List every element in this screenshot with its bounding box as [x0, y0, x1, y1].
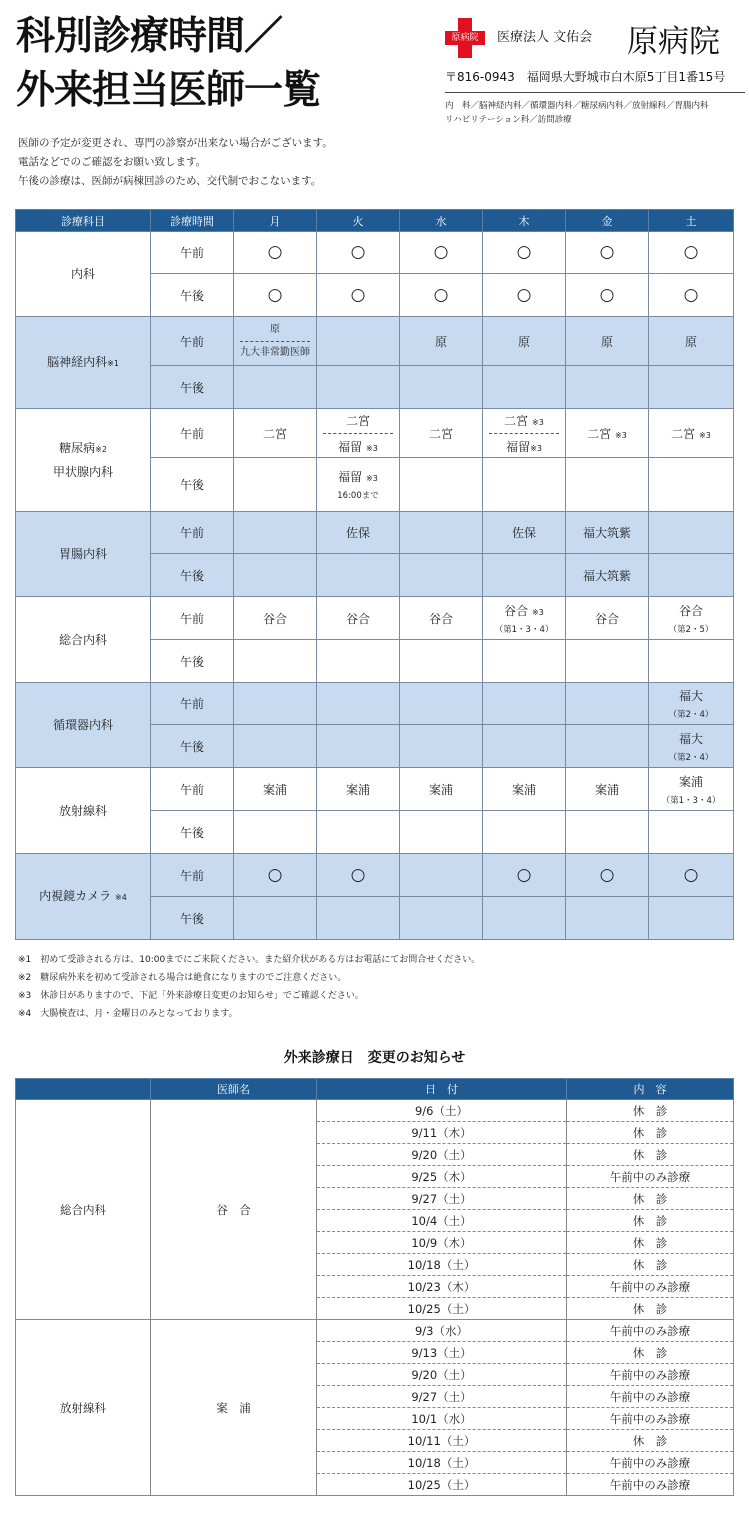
notice-text	[18, 134, 333, 191]
header-time: 診療時間	[151, 210, 234, 232]
dept-naishi	[16, 854, 151, 940]
title-line-1: 科別診療時間／	[16, 14, 283, 59]
hospital-name: 原病院	[627, 24, 720, 60]
doctor-name: 二宮	[262, 426, 287, 441]
time-am: 午前	[151, 683, 234, 725]
dept-ichou: 胃腸内科	[16, 512, 151, 597]
footnote: ※2 糖尿病外来を初めて受診される場合は絶食になりますのでご注意ください。	[18, 973, 347, 983]
cell	[234, 409, 317, 458]
cell	[649, 725, 734, 768]
cell	[649, 366, 734, 409]
cell	[317, 554, 400, 597]
cell	[400, 366, 483, 409]
circle-mark: ○	[350, 864, 366, 885]
note-mark: ※2	[95, 445, 107, 454]
doctor-name: 原	[434, 334, 447, 349]
week-note: （第1・3・4）	[494, 624, 554, 635]
change-date: 9/11（木）	[317, 1122, 567, 1144]
change-date: 9/25（木）	[317, 1166, 567, 1188]
department-list-line-1: 内 科／脳神経内科／循環器内科／糖尿病内科／放射線科／胃腸内科	[445, 101, 709, 111]
change-content: 休 診	[567, 1342, 734, 1364]
change-date: 10/25（土）	[317, 1298, 567, 1320]
change-content: 午前中のみ診療	[567, 1276, 734, 1298]
circle-mark: ○	[516, 242, 532, 262]
circle-mark: ○	[683, 284, 699, 305]
doctor-name: 佐保	[345, 526, 370, 540]
change-content: 午前中のみ診療	[567, 1452, 734, 1474]
cell	[317, 274, 400, 317]
cell	[566, 554, 649, 597]
circle-mark: ○	[433, 242, 449, 262]
doctor-name: 二宮	[345, 413, 370, 428]
change-date: 9/3（水）	[317, 1320, 567, 1342]
time-pm: 午後	[151, 725, 234, 768]
cell	[400, 232, 483, 274]
cell	[317, 232, 400, 274]
doctor-name: 原	[517, 334, 530, 349]
circle-mark: ○	[683, 864, 699, 885]
cell	[649, 409, 734, 458]
cell	[234, 512, 317, 554]
header-sat: 土	[649, 210, 734, 232]
note-mark: ※3	[366, 474, 378, 483]
cell	[317, 897, 400, 940]
cell	[400, 897, 483, 940]
page-title	[16, 10, 320, 118]
footnote: ※4 大腸検査は、月・金曜日のみとなっております。	[18, 1009, 238, 1019]
doctor-name: 原	[600, 334, 613, 349]
time-limit: 16:00まで	[337, 491, 379, 501]
cell	[483, 854, 566, 897]
change-content: 午前中のみ診療	[567, 1474, 734, 1496]
change-date: 10/11（土）	[317, 1430, 567, 1452]
time-am: 午前	[151, 512, 234, 554]
note-mark: ※3	[530, 443, 542, 453]
cell	[400, 458, 483, 512]
week-note: （第1・3・4）	[661, 795, 721, 806]
cell	[566, 409, 649, 458]
cell	[234, 366, 317, 409]
doctor-name: 案浦	[678, 774, 703, 789]
changes-table	[15, 1078, 734, 1496]
cell	[483, 811, 566, 854]
cell	[234, 317, 317, 366]
doctor-name: 谷合	[594, 611, 619, 626]
circle-mark: ○	[516, 284, 532, 305]
corporation-name: 医療法人 文佑会	[497, 30, 593, 45]
cell	[234, 683, 317, 725]
change-date: 9/27（土）	[317, 1386, 567, 1408]
cell	[483, 512, 566, 554]
cell	[566, 597, 649, 640]
change-content: 午前中のみ診療	[567, 1166, 734, 1188]
change-content: 午前中のみ診療	[567, 1364, 734, 1386]
change-content: 休 診	[567, 1210, 734, 1232]
time-pm: 午後	[151, 458, 234, 512]
table-row	[16, 512, 734, 554]
notice-line: 午後の診療は、医師が病棟回診のため、交代制でおこないます。	[18, 175, 322, 187]
cell	[317, 640, 400, 683]
cell	[234, 458, 317, 512]
change-dept: 放射線科	[16, 1320, 151, 1496]
time-am: 午前	[151, 232, 234, 274]
cell	[234, 897, 317, 940]
time-am: 午前	[151, 409, 234, 458]
header-dept	[16, 1079, 151, 1100]
circle-mark: ○	[267, 284, 283, 305]
header-thu: 木	[483, 210, 566, 232]
cell	[566, 768, 649, 811]
cell	[566, 317, 649, 366]
doctor-name: 案浦	[345, 782, 370, 797]
change-date: 10/4（土）	[317, 1210, 567, 1232]
cell	[483, 768, 566, 811]
cell	[317, 854, 400, 897]
hospital-address: 〒816-0943 福岡県大野城市白木原5丁目1番15号	[445, 70, 726, 84]
doctor-name: 福留	[338, 470, 363, 484]
note-mark: ※3	[699, 430, 711, 440]
cell	[483, 725, 566, 768]
time-pm: 午後	[151, 554, 234, 597]
doctor-name: 原	[684, 334, 697, 349]
cell	[483, 458, 566, 512]
header-fri: 金	[566, 210, 649, 232]
table-row	[16, 1320, 734, 1342]
divider	[323, 433, 393, 434]
doctor-name: 原	[270, 323, 280, 335]
circle-mark: ○	[599, 864, 615, 885]
table-row	[16, 1100, 734, 1122]
dept-label: 内視鏡カメラ	[39, 888, 112, 903]
dept-housha: 放射線科	[16, 768, 151, 854]
doctor-name: 二宮	[587, 426, 612, 441]
change-content: 休 診	[567, 1232, 734, 1254]
dept-sougou: 総合内科	[16, 597, 151, 683]
doctor-name: 案浦	[511, 782, 536, 797]
footnotes	[18, 951, 480, 1023]
dept-label: 糖尿病	[59, 441, 96, 455]
table-row	[16, 768, 734, 811]
cell	[649, 317, 734, 366]
cell	[483, 897, 566, 940]
footnote: ※3 休診日がありますので、下記「外来診療日変更のお知らせ」でご確認ください。	[18, 991, 364, 1001]
divider	[445, 92, 745, 93]
cell	[400, 317, 483, 366]
change-date: 9/27（土）	[317, 1188, 567, 1210]
week-note: （第2・4）	[668, 752, 714, 763]
change-content: 休 診	[567, 1188, 734, 1210]
time-pm: 午後	[151, 897, 234, 940]
header-tue: 火	[317, 210, 400, 232]
cell	[483, 683, 566, 725]
change-content: 休 診	[567, 1254, 734, 1276]
cell	[317, 409, 400, 458]
circle-mark: ○	[267, 242, 283, 262]
dept-nou	[16, 317, 151, 409]
header-dept: 診療科目	[16, 210, 151, 232]
cell	[649, 854, 734, 897]
cell	[566, 366, 649, 409]
dept-label: 甲状腺内科	[52, 465, 113, 479]
circle-mark: ○	[599, 242, 615, 262]
cell	[483, 317, 566, 366]
change-content: 午前中のみ診療	[567, 1408, 734, 1430]
doctor-name: 谷合	[678, 603, 703, 618]
circle-mark: ○	[350, 284, 366, 305]
cell	[649, 897, 734, 940]
change-content: 休 診	[567, 1430, 734, 1452]
cell	[400, 854, 483, 897]
header-date: 日 付	[317, 1079, 567, 1100]
note-mark: ※1	[107, 358, 119, 368]
cell	[234, 597, 317, 640]
doctor-name: 谷合	[345, 611, 370, 626]
doctor-name: 福留	[506, 439, 531, 454]
cell	[649, 232, 734, 274]
doctor-name: 福大筑紫	[582, 568, 631, 583]
doctor-name: 佐保	[511, 526, 536, 540]
footnote: ※1 初めて受診される方は、10:00までにご来院ください。また紹介状がある方はお電話にてお問合せください。	[18, 955, 481, 965]
divider	[489, 433, 559, 434]
department-list-line-2: リハビリテーション科／訪問診療	[445, 115, 572, 125]
change-date: 10/23（木）	[317, 1276, 567, 1298]
time-pm: 午後	[151, 811, 234, 854]
header-doctor: 医師名	[151, 1079, 317, 1100]
doctor-name: 二宮	[671, 426, 696, 441]
cell	[317, 458, 400, 512]
cell	[234, 640, 317, 683]
change-doctor: 案 浦	[151, 1320, 317, 1496]
time-am: 午前	[151, 854, 234, 897]
circle-mark: ○	[516, 864, 532, 885]
cell	[483, 274, 566, 317]
changes-body	[16, 1100, 734, 1496]
time-pm: 午後	[151, 366, 234, 409]
header-mon: 月	[234, 210, 317, 232]
cell	[483, 366, 566, 409]
logo-text: 原病院	[451, 33, 479, 43]
cell	[566, 811, 649, 854]
doctor-name: 福大	[678, 689, 703, 703]
schedule-table	[15, 209, 734, 940]
table-row	[16, 232, 734, 274]
divider	[240, 341, 310, 342]
header-content: 内 容	[567, 1079, 734, 1100]
change-date: 10/25（土）	[317, 1474, 567, 1496]
table-row	[16, 683, 734, 725]
changes-header-row	[16, 1079, 734, 1100]
doctor-name: 二宮	[428, 426, 453, 441]
week-note: （第2・5）	[668, 624, 714, 635]
cell	[234, 811, 317, 854]
circle-mark: ○	[683, 242, 699, 262]
cell	[649, 274, 734, 317]
doctor-name: 案浦	[594, 782, 619, 797]
cell	[317, 811, 400, 854]
cell	[234, 725, 317, 768]
note-mark: ※3	[366, 443, 378, 453]
cell	[649, 683, 734, 725]
doctor-name: 谷合	[262, 611, 287, 626]
doctor-name: 案浦	[428, 782, 453, 797]
change-date: 9/20（土）	[317, 1364, 567, 1386]
cell	[317, 366, 400, 409]
cell	[400, 725, 483, 768]
doctor-name: 福大	[678, 731, 703, 746]
change-date: 10/18（土）	[317, 1254, 567, 1276]
doctor-name: 二宮	[504, 413, 529, 428]
dept-junkan: 循環器内科	[16, 683, 151, 768]
cell	[234, 232, 317, 274]
change-content: 休 診	[567, 1298, 734, 1320]
circle-mark: ○	[267, 864, 283, 885]
cell	[566, 854, 649, 897]
cell	[317, 768, 400, 811]
cell	[649, 640, 734, 683]
cell	[317, 597, 400, 640]
change-date: 9/13（土）	[317, 1342, 567, 1364]
change-content: 休 診	[567, 1100, 734, 1122]
cell	[400, 512, 483, 554]
doctor-name: 福留	[338, 439, 363, 454]
cell	[234, 554, 317, 597]
cell	[649, 512, 734, 554]
note-mark: ※3	[532, 607, 544, 617]
cell	[566, 897, 649, 940]
doctor-name: 福大筑紫	[582, 526, 631, 540]
cell	[483, 640, 566, 683]
cell	[649, 597, 734, 640]
schedule-header-row	[16, 210, 734, 232]
cell	[483, 554, 566, 597]
notice-line: 電話などでのご確認をお願い致します。	[18, 156, 207, 168]
cell	[400, 597, 483, 640]
cell	[234, 768, 317, 811]
cell	[234, 274, 317, 317]
week-note: （第2・4）	[668, 710, 714, 720]
change-date: 9/20（土）	[317, 1144, 567, 1166]
cell	[566, 274, 649, 317]
cell	[400, 554, 483, 597]
circle-mark: ○	[350, 242, 366, 262]
time-am: 午前	[151, 317, 234, 366]
changes-title: 外来診療日 変更のお知らせ	[283, 1050, 466, 1066]
cell	[483, 409, 566, 458]
dept-naika: 内科	[16, 232, 151, 317]
dept-tou	[16, 409, 151, 512]
circle-mark: ○	[599, 284, 615, 305]
cell	[566, 512, 649, 554]
cell	[400, 409, 483, 458]
change-doctor: 谷 合	[151, 1100, 317, 1320]
cell	[234, 854, 317, 897]
title-line-2: 外来担当医師一覧	[16, 68, 321, 113]
change-dept: 総合内科	[16, 1100, 151, 1320]
circle-mark: ○	[433, 284, 449, 305]
red-cross-logo-icon	[445, 18, 485, 58]
cell	[566, 640, 649, 683]
cell	[566, 458, 649, 512]
dept-label: 脳神経内科	[47, 354, 108, 369]
cell	[483, 597, 566, 640]
table-row	[16, 854, 734, 897]
header-wed: 水	[400, 210, 483, 232]
table-row	[16, 597, 734, 640]
cell	[400, 683, 483, 725]
change-content: 休 診	[567, 1144, 734, 1166]
change-date: 9/6（土）	[317, 1100, 567, 1122]
department-list	[445, 99, 709, 127]
doctor-name: 九大非常勤医師	[240, 346, 310, 358]
cell	[400, 274, 483, 317]
cell	[400, 768, 483, 811]
cell	[317, 317, 400, 366]
doctor-name: 谷合	[428, 611, 453, 626]
change-content: 休 診	[567, 1122, 734, 1144]
change-date: 10/9（木）	[317, 1232, 567, 1254]
time-pm: 午後	[151, 640, 234, 683]
cell	[317, 725, 400, 768]
cell	[649, 458, 734, 512]
cell	[566, 232, 649, 274]
cell	[400, 811, 483, 854]
change-content: 午前中のみ診療	[567, 1320, 734, 1342]
cell	[566, 683, 649, 725]
cell	[483, 232, 566, 274]
cell	[649, 768, 734, 811]
cell	[566, 725, 649, 768]
cell	[317, 512, 400, 554]
note-mark: ※4	[115, 892, 127, 902]
cell	[649, 554, 734, 597]
change-date: 10/1（水）	[317, 1408, 567, 1430]
time-am: 午前	[151, 768, 234, 811]
change-content: 午前中のみ診療	[567, 1386, 734, 1408]
doctor-name: 案浦	[262, 782, 287, 797]
cell	[317, 683, 400, 725]
table-row	[16, 317, 734, 366]
table-row	[16, 409, 734, 458]
change-date: 10/18（土）	[317, 1452, 567, 1474]
time-pm: 午後	[151, 274, 234, 317]
note-mark: ※3	[615, 430, 627, 440]
time-am: 午前	[151, 597, 234, 640]
doctor-name: 谷合	[504, 603, 529, 618]
notice-line: 医師の予定が変更され、専門の診察が出来ない場合がございます。	[18, 137, 333, 149]
cell	[400, 640, 483, 683]
cell	[649, 811, 734, 854]
note-mark: ※3	[532, 417, 544, 427]
